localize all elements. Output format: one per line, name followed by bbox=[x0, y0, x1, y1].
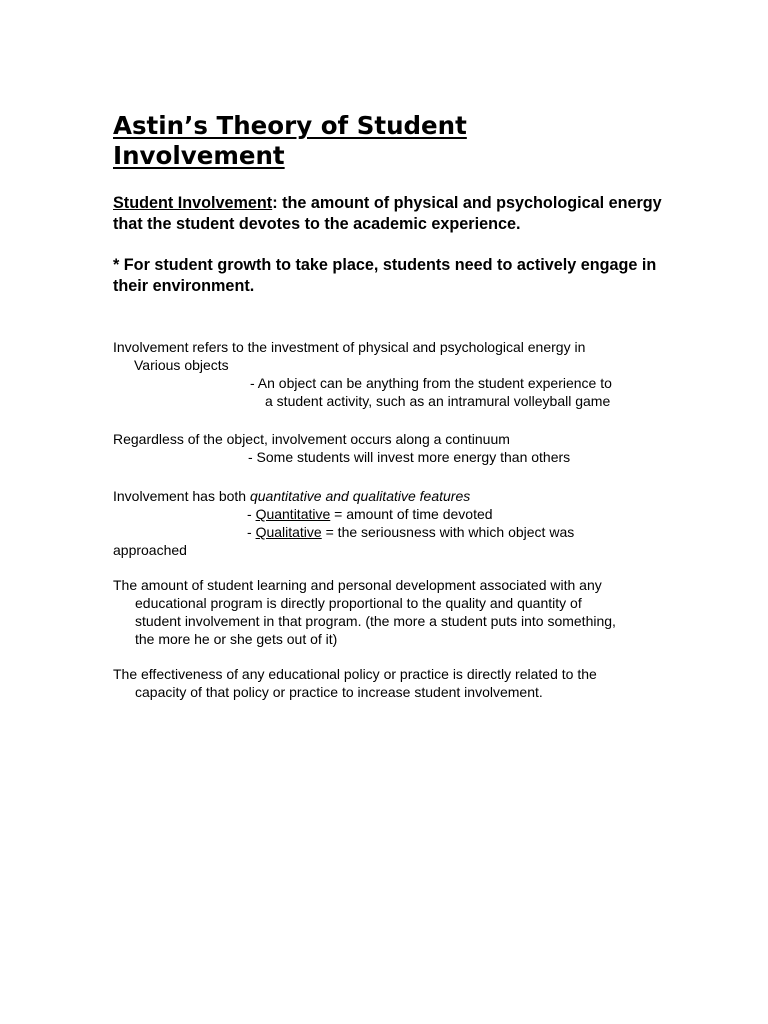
quantitative-dash: - bbox=[247, 506, 256, 522]
point5-line2: capacity of that policy or practice to increase student involvement. bbox=[135, 684, 543, 700]
quantitative-definition: = amount of time devoted bbox=[330, 506, 493, 522]
qualitative-wrap: approached bbox=[113, 542, 187, 558]
growth-note: * For student growth to take place, students need to actively engage in their environment. bbox=[113, 256, 657, 295]
point4-line1: The amount of student learning and personal development associated with any bbox=[113, 577, 602, 593]
qualitative-term: Qualitative bbox=[255, 524, 322, 540]
quantitative-line bbox=[247, 505, 493, 523]
point3-prefix: Involvement has both bbox=[113, 488, 250, 504]
qualitative-line bbox=[247, 523, 574, 541]
point2-sub-line1: - Some students will invest more energy than others bbox=[248, 449, 571, 465]
point4-line3: student involvement in that program. (the more a student puts into something, bbox=[135, 613, 616, 629]
point4-line4: the more he or she gets out of it) bbox=[135, 631, 338, 647]
definition-term: Student Involvement bbox=[113, 194, 273, 212]
point1-sub-line1: - An object can be anything from the student experience to bbox=[250, 375, 612, 391]
definition-colon: : bbox=[272, 194, 278, 212]
document-title: Astin’s Theory of Student Involvement bbox=[113, 111, 467, 170]
point2-line1: Regardless of the object, involvement occurs along a continuum bbox=[113, 431, 510, 447]
point3-line1 bbox=[113, 487, 470, 505]
point4-line2: educational program is directly proportional to the quality and quantity of bbox=[135, 595, 582, 611]
qualitative-dash: - bbox=[247, 524, 256, 540]
definition-paragraph bbox=[113, 193, 673, 235]
point1-line2: Various objects bbox=[134, 357, 229, 373]
qualitative-definition: = the seriousness with which object was bbox=[321, 524, 575, 540]
definition-text: the amount of physical and psychological energy that the student devotes to the academic experience. bbox=[113, 194, 662, 233]
point1-line1: Involvement refers to the investment of physical and psychological energy in bbox=[113, 339, 586, 355]
quantitative-term: Quantitative bbox=[255, 506, 331, 522]
point3-italic-features: quantitative and qualitative features bbox=[249, 488, 471, 504]
point5-line1: The effectiveness of any educational policy or practice is directly related to the bbox=[113, 666, 597, 682]
point1-sub-line2: a student activity, such as an intramural volleyball game bbox=[265, 393, 611, 409]
